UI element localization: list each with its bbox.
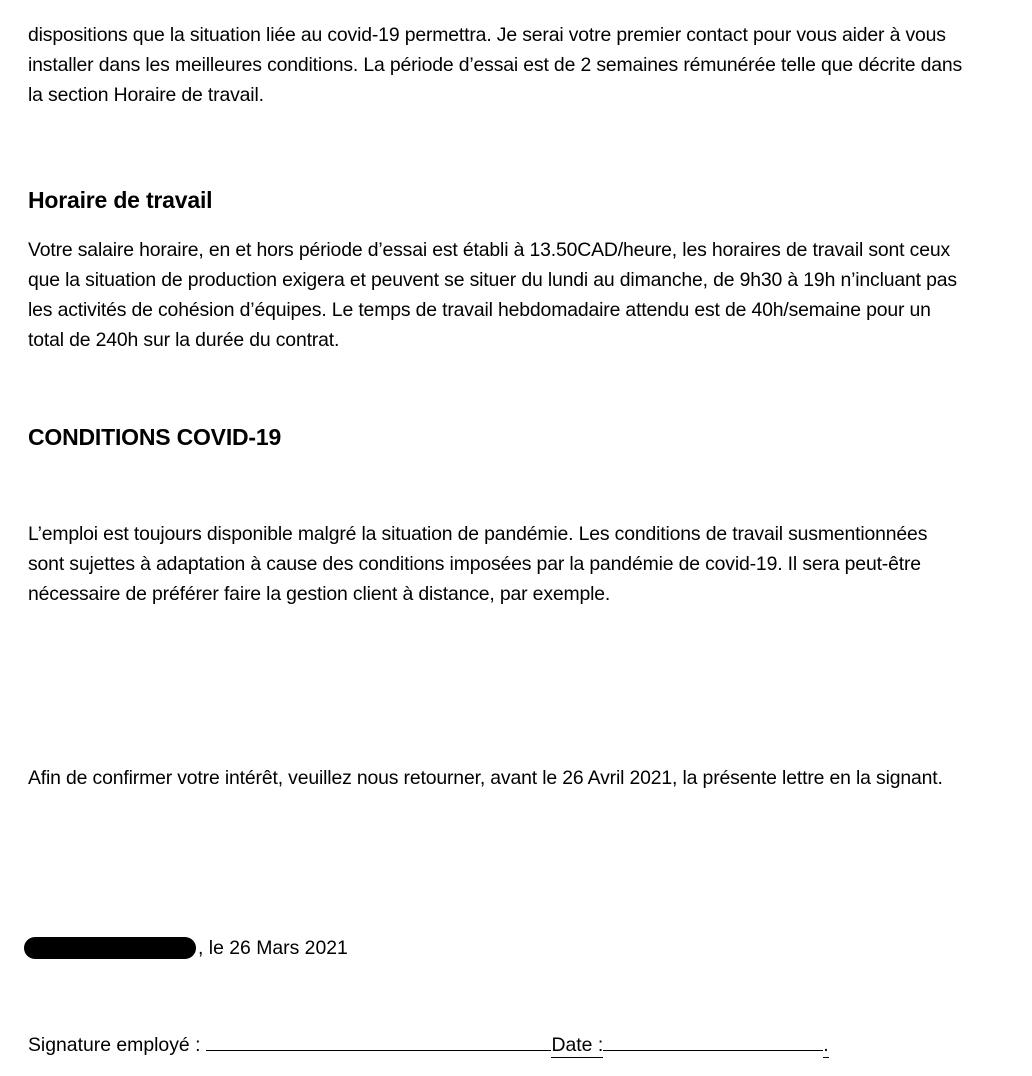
date-field[interactable] [603,1026,823,1051]
line-end-mark: . [823,1034,829,1056]
signature-label: Signature employé : [28,1034,201,1056]
confirmation-paragraph: Afin de confirmer votre intérêt, veuillez nous retourner, avant le 26 Avril 2021, la présente lettre en la signant. [28,767,943,789]
redacted-location [24,937,196,959]
intro-paragraph: dispositions que la situation liée au covid-19 permettra. Je serai votre premier contact pour vous aider à vous installer dans les meilleures conditions. La période d’essai est de 2 semaines rémunérée telle que décrite dans la section Horaire de travail. [28,24,963,106]
section-body-covid: L’emploi est toujours disponible malgré la situation de pandémie. Les conditions de travail susmentionnées sont sujettes à adaptation à cause des conditions imposées par la pandémie de covid-19. Il sera peut-être nécessaire de préférer faire la gestion client à distance, par exemple. [28,523,928,605]
signature-field[interactable] [206,1026,551,1051]
date-label: Date : [551,1034,604,1056]
section-heading-horaire: Horaire de travail [28,187,213,213]
place-and-date [24,933,348,963]
section-body-horaire: Votre salaire horaire, en et hors période d’essai est établi à 13.50CAD/heure, les horaires de travail sont ceux que la situation de production exigera et peuvent se situer du lundi au dimanche, de 9h30 à 19h n’incluant pas les activités de cohésion d’équipes. Le temps de travail hebdomadaire attendu est de 40h/semaine pour un total de 240h sur la durée du contrat. [28,239,957,351]
letter-date: , le 26 Mars 2021 [198,937,348,959]
signature-row [28,1026,829,1060]
section-heading-covid: CONDITIONS COVID-19 [28,424,282,450]
